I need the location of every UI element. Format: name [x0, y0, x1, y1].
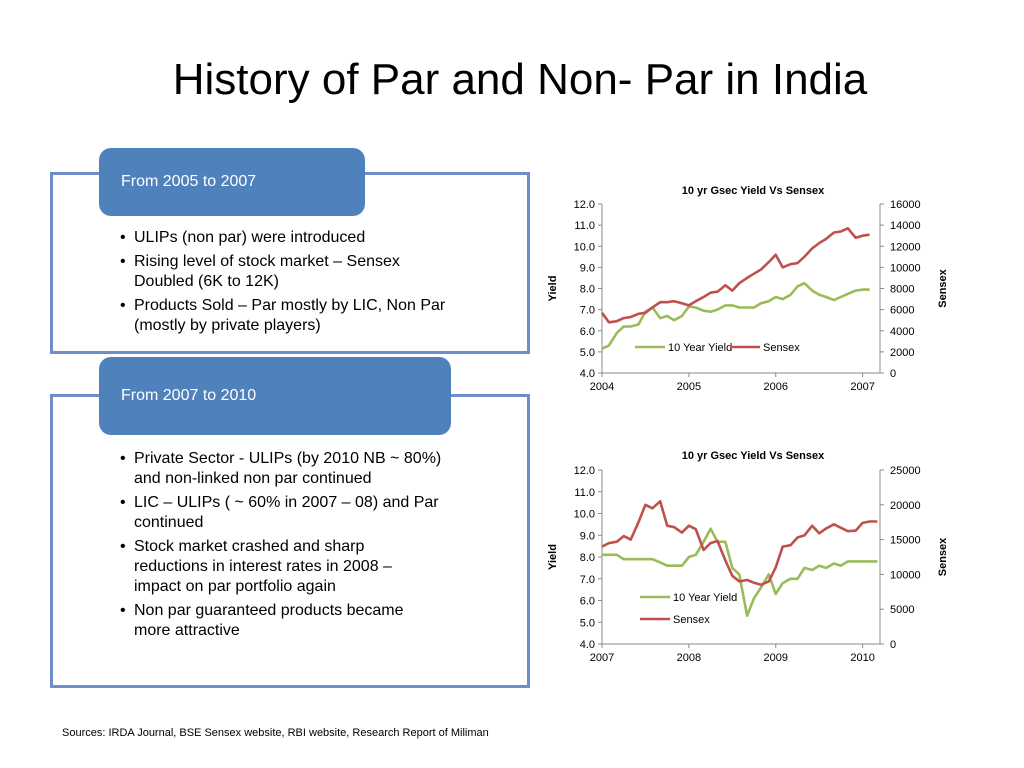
panel-top-border — [450, 394, 530, 397]
bullet-item: • Non par guaranteed products became more attractive — [120, 602, 404, 639]
x-tick-label: 2007 — [589, 652, 615, 664]
chart-title: 10 yr Gsec Yield Vs Sensex — [681, 450, 825, 462]
bullet-item: • LIC – ULIPs ( ~ 60% in 2007 – 08) and Par continued — [120, 494, 439, 531]
sensex-series-line — [602, 501, 877, 585]
y2-tick-label: 6000 — [890, 304, 915, 317]
y2-tick-label: 4000 — [890, 325, 915, 338]
panel-header-label: From 2007 to 2010 — [121, 387, 257, 404]
bullet-text: Stock market crashed and sharp — [134, 538, 365, 555]
bullet-text: LIC – ULIPs ( ~ 60% in 2007 – 08) and Par — [134, 494, 439, 511]
y-axis-title: Yield — [547, 275, 559, 302]
bullet-list-2007-2010 — [118, 449, 518, 645]
y-tick-label: 8.0 — [579, 283, 595, 296]
y2-tick-label: 8000 — [890, 283, 915, 296]
x-tick-label: 2009 — [763, 652, 788, 664]
y-tick-label: 9.0 — [579, 262, 595, 275]
bullet-text: and non-linked non par continued — [134, 470, 372, 487]
y-tick-label: 10.0 — [573, 241, 595, 254]
y2-axis-title: Sensex — [937, 537, 949, 577]
bullet-item: • Products Sold – Par mostly by LIC, Non Par (mostly by private players) — [120, 297, 446, 334]
y-tick-label: 7.0 — [579, 304, 595, 317]
panel-top-border — [364, 172, 530, 175]
y2-axis-title: Sensex — [937, 269, 949, 308]
bullet-list-2005-2007 — [118, 228, 518, 340]
legend-label: Sensex — [673, 614, 710, 626]
y-tick-label: 12.0 — [573, 199, 595, 211]
bullet-item: • Rising level of stock market – Sensex Doubled (6K to 12K) — [120, 253, 400, 290]
bullet-text: Doubled (6K to 12K) — [134, 273, 279, 290]
panel-header-2005-2007 — [99, 148, 365, 216]
y2-tick-label: 0 — [890, 639, 897, 651]
yield-vs-sensex-chart-2004-2007 — [540, 180, 970, 405]
bullet-text: Products Sold – Par mostly by LIC, Non Par — [134, 297, 446, 314]
bullet-text: Rising level of stock market – Sensex — [134, 253, 400, 270]
bullet-item: • ULIPs (non par) were introduced — [120, 229, 366, 246]
y-tick-label: 5.0 — [579, 346, 595, 359]
y-tick-label: 8.0 — [579, 552, 595, 564]
y2-tick-label: 2000 — [890, 346, 915, 359]
panel-top-border — [50, 394, 100, 397]
bullet-text: Private Sector - ULIPs (by 2010 NB ~ 80%) — [134, 450, 442, 467]
bullet-text: more attractive — [134, 622, 240, 639]
x-tick-label: 2007 — [850, 381, 875, 393]
y-tick-label: 6.0 — [579, 325, 595, 338]
bullet-text: reductions in interest rates in 2008 – — [134, 558, 392, 575]
10-year-yield-series-line — [602, 529, 877, 616]
y-tick-label: 6.0 — [579, 595, 595, 608]
y-tick-label: 10.0 — [573, 508, 595, 521]
panel-header-label: From 2005 to 2007 — [121, 173, 257, 190]
y2-tick-label: 5000 — [890, 604, 915, 617]
y2-tick-label: 20000 — [890, 499, 921, 512]
legend-label: 10 Year Yield — [668, 342, 733, 354]
yield-vs-sensex-chart-2007-2010 — [540, 445, 970, 675]
y2-tick-label: 12000 — [890, 241, 921, 254]
y-tick-label: 7.0 — [579, 573, 595, 586]
y-tick-label: 9.0 — [579, 530, 595, 543]
y2-tick-label: 14000 — [890, 220, 921, 233]
y2-tick-label: 16000 — [890, 199, 921, 211]
y-tick-label: 11.0 — [574, 486, 595, 499]
y2-tick-label: 25000 — [890, 465, 921, 477]
sources-footnote: Sources: IRDA Journal, BSE Sensex website, RBI website, Research Report of Miliman — [62, 727, 489, 739]
x-tick-label: 2010 — [850, 652, 875, 664]
y-tick-label: 4.0 — [579, 368, 595, 380]
10-year-yield-series-line — [602, 283, 870, 349]
x-tick-label: 2004 — [589, 381, 615, 393]
bullet-text: Non par guaranteed products became — [134, 602, 404, 619]
bullet-text: ULIPs (non par) were introduced — [134, 229, 366, 246]
panel-header-2007-2010 — [99, 357, 451, 435]
sensex-series-line — [602, 228, 870, 322]
bullet-item: • Private Sector - ULIPs (by 2010 NB ~ 80%) and non-linked non par continued — [120, 450, 442, 487]
panel-top-border — [50, 172, 100, 175]
legend-label: Sensex — [763, 342, 800, 354]
y2-tick-label: 10000 — [890, 569, 921, 582]
y-axis-title: Yield — [547, 544, 559, 570]
x-tick-label: 2006 — [763, 381, 788, 393]
bullet-text: (mostly by private players) — [134, 317, 321, 334]
y2-tick-label: 0 — [890, 368, 897, 380]
y2-tick-label: 15000 — [890, 534, 921, 547]
legend-label: 10 Year Yield — [673, 592, 738, 604]
y2-tick-label: 10000 — [890, 262, 921, 275]
slide-title: History of Par and Non- Par in India — [172, 55, 868, 104]
y-tick-label: 12.0 — [573, 465, 595, 477]
chart-title: 10 yr Gsec Yield Vs Sensex — [681, 185, 825, 197]
bullet-text: continued — [134, 514, 204, 531]
bullet-text: impact on par portfolio again — [134, 578, 336, 595]
x-tick-label: 2008 — [676, 652, 702, 664]
y-tick-label: 11.0 — [574, 220, 595, 233]
y-tick-label: 4.0 — [579, 639, 595, 651]
x-tick-label: 2005 — [676, 381, 702, 393]
y-tick-label: 5.0 — [579, 617, 595, 630]
bullet-item: • Stock market crashed and sharp reductions in interest rates in 2008 – impact on par portfolio again — [120, 538, 392, 595]
